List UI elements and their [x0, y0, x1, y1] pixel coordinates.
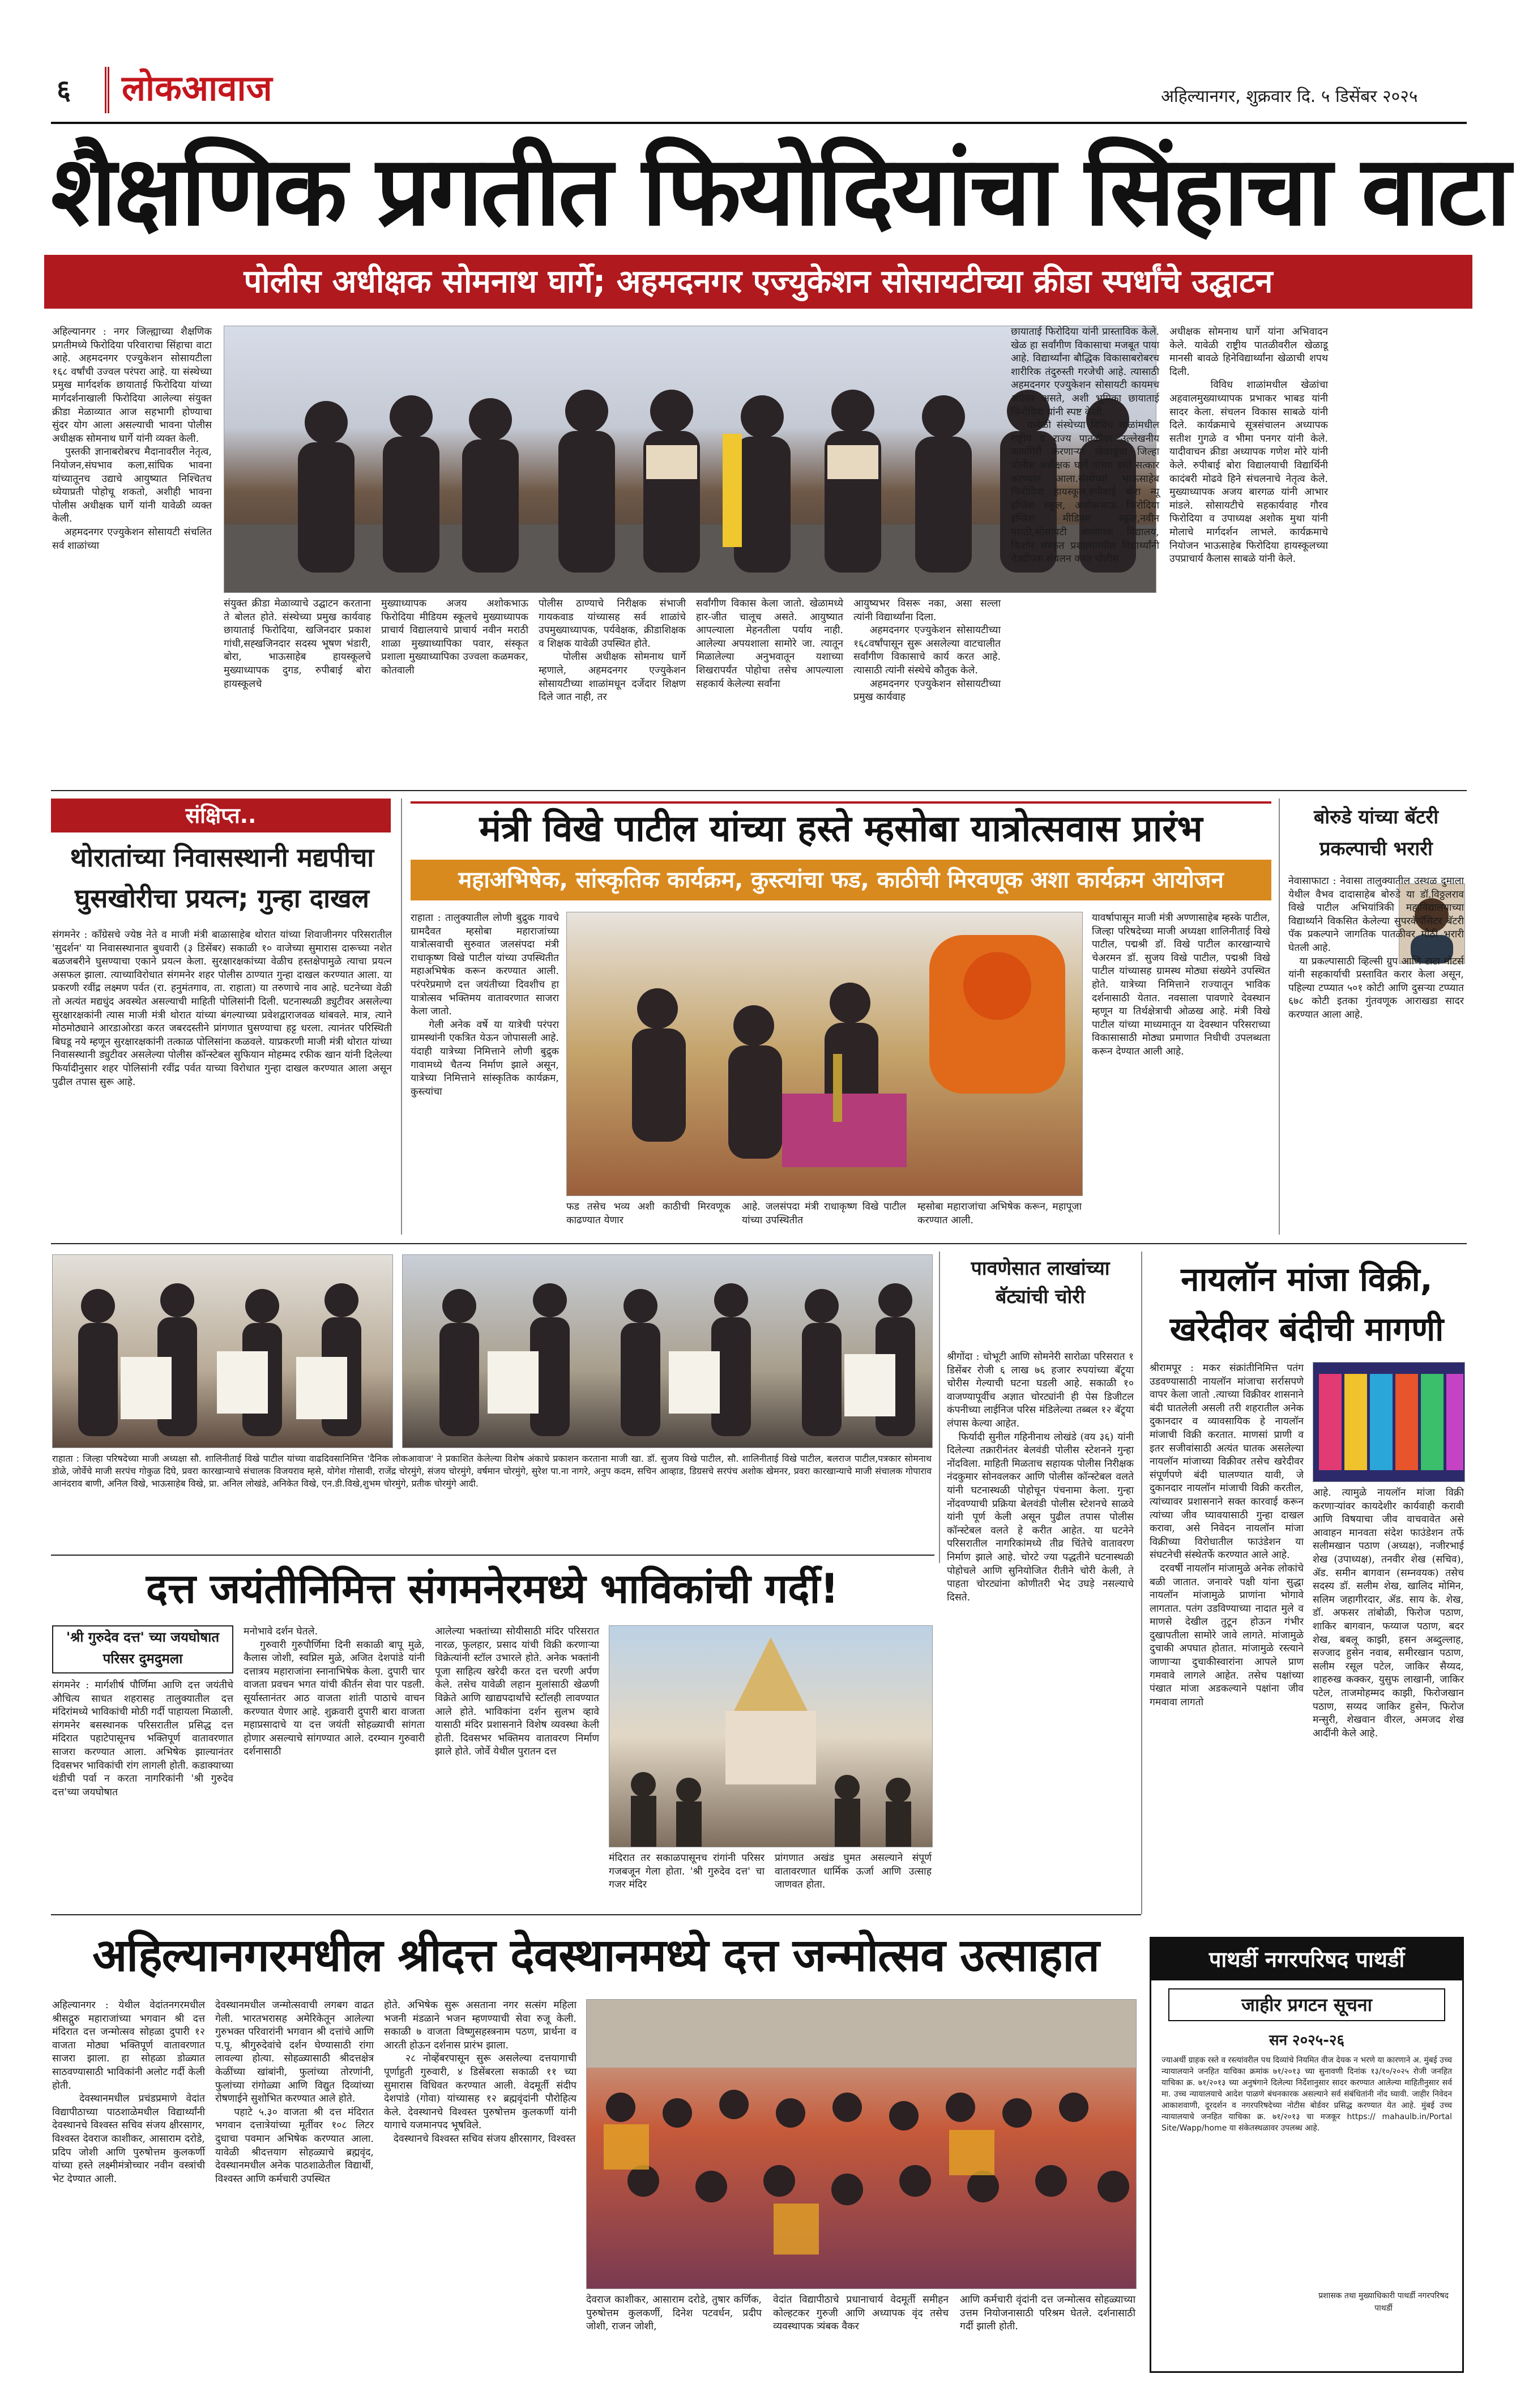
brief-body: संगमनेर : काँग्रेसचे ज्येष्ठ नेते व माजी मंत्री बाळासाहेब थोरात यांच्या शिवाजीनगर परिसरातील 'सुदर्शन' या निवासस्थानात बुधवारी (३ डिसेंबर) सकाळी १० वाजेच्या सुमारास दारूच्या नशेत बळजबरीने घुसण्याचा एकाने प्रयत्न केला. सुरक्षारक्षकांच्या वेळीच हस्तक्षेपामुळे त्याचा प्रयत्न असफल झाला. त्याच्याविरोधात संगमनेर शहर पोलीस ठाण्यात गुन्हा दाखल करण्यात आला. या प्रकरणी रवींद्र लक्ष्मण पर्वत (रा. हनुमंतगाव, ता. राहाता) या तरुणाचे नाव आहे. घटनेच्या वेळी तो अत्यंत मद्यधुंद अवस्थेत असल्याची माहिती पोलिसांनी दिली. घटनास्थळी ड्युटीवर असलेल्या सुरक्षारक्षकांनी त्यास माजी मंत्री थोरात यांच्या बंगल्याच्या प्रवेशद्वाराजवळ थांबवले. मात्र, त्याने मोठमोठ्याने आरडाओरडा करत जबरदस्तीने प्रांगणात घुसण्याचा हट्ट धरला. त्यानंतर परिस्थिती बिघडू नये म्हणून सुरक्षारक्षकांनी तत्काळ पोलिसांना कळवले. याप्रकरणी माजी मंत्री थोरात यांच्या निवासस्थानी ड्युटीवर असलेल्या पोलीस कॉन्स्टेबल सुफियान मोहम्मद रफीक खान यांनी दिलेल्या फिर्यादीनुसार शहर पोलिसांनी रवींद्र पर्वत याच्या विरोधात गुन्हा दाखल करण्यात आला असून पुढील तपास सुरू आहे. — [52, 929, 395, 1088]
nylon-headline: नायलॉन मांजा विक्री, खरेदीवर बंदीची मागणी — [1169, 1260, 1444, 1348]
section-rule — [51, 790, 1467, 791]
col-divider — [1279, 799, 1280, 1235]
notice-body: ज्याअर्थी ग्राहक रस्ते व रस्त्यांवरील पथ दिव्यांचे नियमित वीज देयक न भरणे या कारणाने अ. मुंबई उच्च न्यायालयाने जनहित याचिका क्रमांक ७१/२०१३ च्या सुनावणी दिनांक १३/१०/२०२५ रोजी जनहित याचिका क्र. ७१/२०१३ च्या अनुषंगाने दिलेल्या निर्देशानुसार सादर करण्यात आलेल्या माहितीनुसार सर्व मा. उच्च न्यायालयाचे आदेश पाळणे बंधनकारक असल्याने सर्व संबंधितांनी नोंद घ्यावी. जाहीर निवेदन आकाशवाणी, दूरदर्शन व नगरपरिषदेच्या नोटीस बोर्डवर प्रसिद्ध करण्यात येत आहे. मुंबई उच्च न्यायालयाचे जनहित याचिका क्र. ७१/२०१३ चा मजकूर https:// mahaulb.in/Portal Site/Wapp/home या संकेतस्थळावर उपलब्ध आहे. — [1161, 2056, 1452, 2133]
kite-string-spools-icon — [1313, 1363, 1464, 1481]
notice-box — [1150, 1937, 1464, 2373]
devotees-crowd-icon — [587, 2000, 1136, 2289]
notice-signature: प्रशासक तथा मुख्याधिकारी पाथर्डी नगरपरिषद पाथर्डी — [1318, 2291, 1449, 2313]
datta-sangamner-photo-caption: मंदिरात तर सकाळपासूनच रांगांनी परिसर गजबजून गेला होता. 'श्री गुरुदेव दत्त' चा गजर मंदिर — [609, 1852, 768, 1891]
masthead-divider — [105, 67, 109, 113]
masthead-rule — [51, 122, 1467, 124]
borude-body: नेवासाफाटा : नेवासा तालुक्यातील उस्थळ दुमाला येथील वैभव दादासाहेब बोरुडे या डॉ.विठ्ठलराव विखे पाटील अभियांत्रिकी महाविद्यालयाच्या विद्यार्थ्याने विकसित केलेल्या सुपरकॅपॅसिटर बॅटरी पॅक प्रकल्पाने जागतिक पातळीवर मोठी भरारी घेतली आहे. या प्रकल्पासाठी व्हिल्सी ग्रुप आणि टाटा मोटर्स यांनी सहकार्याची प्रस्तावित करार केला असून, पहिल्या टप्प्यात ५०१ कोटी आणि दुसऱ्या टप्प्यात ६७८ कोटी इतका गुंतवणूक आराखडा सादर करण्यात आला आहे. — [1288, 876, 1464, 1021]
nylon-col-2: आहे. त्यामुळे नायलॉन मांजा विक्री करणाऱ्यांवर कायदेशीर कार्यवाही करावी आणि विषयाचा जीव वाचवावेत असे आवाहन मानवता संदेश फाउंडेशन तर्फे सलीमखान पठाण (अध्यक्ष), नजीरभाई शेख (उपाध्यक्ष), तनवीर शेख (सचिव), ॲड. समीन बागवान (सम्नवयक) तसेच सदस्य डॉ. सलीम शेख, खालिद मोमिन, सलिम जहागीरदार, ॲड. साय के. शेख, डॉ. अफसर तांबोळी, फिरोज पठाण, शाकिर बागवान, फय्याज पठाण, बदर शेख, बबलू काझी, हसन अब्दुल्लाह, सज्जाद हुसेन नवाब, समीरखान पठाण, सलीम रसूल पटेल, जाकिर सैय्यद, शाहरुख कक्कर, युसुफ लाखानी, जाकिर पटेल, ताजमोहम्मद काझी, फिरोजखान पठाण, सय्यद जाकिर हुसेन, फिरोज मन्सुरी, शेखवान वीरल, अमजद शेख आदींनी केले आहे. — [1313, 1487, 1467, 1739]
notice-subtitle: जाहीर प्रगटन सूचना — [1168, 1988, 1445, 2021]
mhasoba-caption-b: आहे. जलसंपदा मंत्री राधाकृष्ण विखे पाटील यांच्या उपस्थितीत — [742, 1201, 909, 1226]
brief-section-tag: संक्षिप्त.. — [51, 799, 391, 832]
datta-temple-photo — [609, 1625, 933, 1847]
datta-ahilyanagar-col-1: अहिल्यानगर : येथील वेदांतनगरमधील श्रीसद्गुरु महाराजांच्या भगवान श्री दत्त मंदिरात दत्त जन्मोत्सव सोहळा दुपारी १२ वाजता मोठ्या भक्तिपूर्ण वातावरणात साजरा झाला. हा सोहळा डोळ्यात साठवण्यासाठी भाविकांनी अलोट गर्दी केली होती. देवस्थानमधील प्रचंडप्रमाणे वेदांत विद्यापीठाच्या पाठशाळेमधील विद्यार्थ्यांनी देवस्थानचे विश्वस्त सचिव संजय क्षीरसागर, विश्वस्त देवराज काशीकर, आसाराम दरोडे, प्रदिप जोशी आणि पुरुषोत्तम कुलकर्णी यांच्या हस्ते लक्ष्मीमंत्रोच्चार नवीन वस्त्रांची भेट देण्यात आली. — [52, 2000, 205, 2185]
datta-sangamner-col-4: प्रांगणात अखंड घुमत असल्याने संपूर्ण वातावरणात धार्मिक ऊर्जा आणि उत्साह जाणवत होता. — [775, 1852, 935, 1891]
datta-side-headline: 'श्री गुरुदेव दत्त' च्या जयघोषात परिसर दुमदुमला — [52, 1625, 233, 1673]
brief-headline: थोरातांच्या निवासस्थानी मद्यपीचा घुसखोरीचा प्रयत्न; गुन्हा दाखल — [70, 842, 374, 913]
col-divider — [939, 1252, 940, 1563]
temple-crowd-icon — [609, 1626, 932, 1847]
datta-ahilyanagar-col-2: देवस्थानमधील जन्मोत्सवाची लगबग वाढत गेली. भारतभरासह अमेरिकेतून आलेल्या गुरुभक्त परिवारांनी भगवान श्री दत्तांचे आणि प.पू. श्रीगुरुदेवांचे दर्शन घेण्यासाठी रांगा लावल्या होत्या. सोहळ्यासाठी श्रीदत्तक्षेत्र केळींच्या खांबांनी, फुलांच्या तोरणांनी, फुलांच्या रांगोळ्या आणि विद्युत दिव्यांच्या रोषणाईने सुशोभित करण्यात आले होते. पहाटे ५.३० वाजता श्री दत्त मंदिरात भगवान दत्तात्रेयांच्या मूर्तीवर १०८ लिटर दुधाचा पवमान अभिषेक करण्यात आला. यावेळी श्रीदत्तयाग सोहळ्याचे ब्रह्मवृंद, देवस्थानमधील अनेक पाठशाळेतील विद्यार्थी, विश्वस्त आणि कर्मचारी उपस्थित — [215, 2000, 374, 2185]
launch-photo-caption: राहाता : जिल्हा परिषदेच्या माजी अध्यक्षा सौ. शालिनीताई विखे पाटील यांच्या वाढदिवसानिमित्त 'दैनिक लोकआवाज' ने प्रकाशित केलेल्या विशेष अंकाचे प्रकाशन करताना माजी खा. डॉ. सुजय विखे पाटील, सौ. शालिनीताई विखे पाटील, बलराज पाटील,पत्रकार सोमनाथ डोळे, जोर्वेचे माजी सरपंच गोकुळ दिघे, प्रवरा कारखान्याचे संचालक विजयराव म्हसे, योगेश गोसावी, राजेंद्र चोरमुंगे, संजय चोरमुंगे, वर्षमान चोरमुंगे, सुरेश पा.ना नागरे, अनुप कदम, सचिन आव्हाड, डिग्रसचे सरपंच अशोक खेमनर, प्रवरा कारखान्याचे माजी संचालक गोपाराव आनंदराव बाणी, अनिल विखे, भाऊसाहेब विखे, प्रा. अनिल लोखंडे, अनिकेत विखे, एन.डी.विखे,शुभम चोरमुंगे, प्रतीक चोरमुंगे आदी. — [52, 1453, 932, 1489]
section-rule — [51, 1243, 1467, 1244]
nylon-photo — [1313, 1362, 1465, 1482]
lead-col-f: छायाताई फिरोदिया यांनी प्रास्ताविक केले. खेळ हा सर्वांगीण विकासाचा मजबूत पाया आहे. विद्यार्थ्यांना बौद्धिक विकासाबरोबरच शारीरिक तंदुरुस्ती गरजेची आहे. त्यासाठी अहमदनगर एज्युकेशन सोसायटी कायमच अग्रेसर असते, अशी भूमिका छायाताई फिरोदिया यांनी स्पष्ट केली. यावेळी संस्थेच्या विविध शाळांमधील राष्ट्रीय व राज्य पातळीवर उल्लेखनीय कामगिरी करणाऱ्या खेळाडूंचा जिल्हा पोलीस अधीक्षक घार्गे यांच्या हस्ते सत्कार करण्यात आला.संस्थेच्या भाऊसाहेब फिरोदिया हायस्कूल,रुपीबाई बोरा न्यू इंग्लिश स्कूल, अशोकभाऊ फिरोदिया इंग्लिश मीडियम स्कूल,नवीन मराठी,सोसायटी अध्यापक विद्यालय, किशोर संस्कृत प्रशालामधील विद्यार्थ्यांनी नेत्रदीपक संचलन करत पोलीस — [1011, 326, 1159, 565]
mhasoba-caption-a: फड तसेच भव्य अशी काठीची मिरवणूक काढण्यात येणार — [566, 1201, 734, 1226]
mhasoba-col-2: यावर्षापासून माजी मंत्री अण्णासाहेब म्हस्के पाटील, जिल्हा परिषदेच्या माजी अध्यक्षा शालिनीताई विखे पाटील, पद्मश्री डॉ. विखे पाटील कारखान्याचे चेअरमन डॉ. सुजय विखे पाटील, पद्मश्री विखे पाटील यांच्यासह ग्रामस्थ मोठ्या संख्येने उपस्थित होते. यात्रेच्या निमित्ताने राज्यातून भाविक दर्शनासाठी येतात. नवसाला पावणारे देवस्थान म्हणून या तिर्थक्षेत्राची ओळख आहे. मंत्री विखे पाटील यांच्या माध्यमातून या देवस्थान परिसराच्या विकासासाठी मोठ्या प्रमाणात निधीची उपलब्धता करून देण्यात आली आहे. — [1092, 912, 1274, 1057]
page-number: ६ — [57, 74, 71, 106]
datta-ahilyanagar-headline: अहिल्यानगरमधील श्रीदत्त देवस्थानमध्ये दत्त जन्मोत्सव उत्साहात — [92, 1929, 1099, 1982]
mhasoba-caption-c: म्हसोबा महाराजांचा अभिषेक करून, महापूजा करण्यात आली. — [917, 1201, 1085, 1226]
launch-photo-1 — [52, 1254, 393, 1448]
lead-col-b: मुख्याध्यापक अजय अशोकभाऊ फिरोदिया मीडियम स्कूलचे मुख्याध्यापक प्राचार्य विद्यालयाचे प्राचार्य नवीन मराठी शाळा मुख्याध्यापिका पवार, संस्कृत प्रशाला मुख्याध्यापिका उज्वला कळमकर, कोतवाली — [381, 598, 532, 676]
nylon-col-1: श्रीरामपूर : मकर संक्रांतीनिमित्त पतंग उडवण्यासाठी नायलॉन मांजाचा सर्रासपणे वापर केला जातो .त्याच्या विक्रीवर शासनाने बंदी घातलेली असली तरी शहरातील अनेक दुकानदार व व्यावसायिक हे नायलॉन मांजाची विक्री करतात. माणसां प्राणी व इतर सजीवांसाठी अत्यंत घातक असलेल्या नायलॉन मांजाच्या विक्रीवर तसेच खरेदीवर संपूर्णपणे बंदी घालण्यात यावी, जे दुकानदार नायलॉन मांजाची विक्री करतील, त्यांच्यावर प्रशासनाने सक्त कारवाई करून त्यांच्या जीव घ्यावयासाठी गुन्हा दाखल करावा, असे निवेदन नायलॉन मांजा विक्रीच्या विरोधातील फाउंडेशन या संघटनेची संस्थेतर्फे करण्यात आले आहे. दरवर्षी नायलॉन मांजामुळे अनेक लोकांचे बळी जातात. जनावरे पक्षी यांना सुद्धा नायलॉन मांजामुळे प्राणांना भोगावे लागतात. पतंग उडविण्याच्या नादात मुले व माणसे देखील तुटून होऊन गंभीर दुखापतीला सामोरे जावे लागते. मांजामुळे दुचाकी अपघात होतात. मांजामुळे रस्त्याने जाणाऱ्या दुचाकीस्वारांना आपले प्राण गमवावे लागले आहेत. तसेच पक्षांच्या पंखात मांजा अडकल्याने पक्षांना जीव गमवावा लागतो — [1150, 1363, 1304, 1708]
notice-title: पाथर्डी नगरपरिषद पाथर्डी — [1151, 1939, 1462, 1980]
datta-ahilyanagar-caption-a: देवराज काशीकर, आसाराम दरोडे, तुषार कर्णिक, पुरुषोत्तम कुलकर्णी, दिनेश पटवर्धन, प्रदीप जोशी, राजन जोशी, — [586, 2294, 765, 2333]
people-holding-papers-icon — [53, 1255, 392, 1448]
lead-col-c: पोलीस ठाण्याचे निरीक्षक संभाजी गायकवाड यांच्यासह सर्व शाळांचे उपमुख्याध्यापक, पर्यवेक्षक, क्रीडाशिक्षक व शिक्षक यावेळी उपस्थित होते. पोलीस अधीक्षक सोमनाथ घार्गे म्हणाले, अहमदनगर एज्युकेशन सोसायटीच्या शाळांमधून दर्जेदार शिक्षण दिले जात नाही, तर — [539, 598, 686, 703]
lead-subhead: पोलीस अधीक्षक सोमनाथ घार्गे; अहमदनगर एज्युकेशन सोसायटीच्या क्रीडा स्पर्धांचे उद्घाटन — [44, 255, 1472, 309]
lead-col-e: आयुष्यभर विसरू नका, असा सल्ला त्यांनी विद्यार्थ्यांना दिला. अहमदनगर एज्युकेशन सोसायटीच्या १६८वर्षांपासून सुरू असलेल्या वाटचालीत सर्वांगीण विकासाचे कार्य करत आहे. त्यासाठी त्यांनी संस्थेचे कौतुक केले. अहमदनगर एज्युकेशन सोसायटीच्या प्रमुख कार्यवाह — [853, 598, 1001, 703]
mhasoba-photo — [566, 912, 1083, 1196]
datta-sangamner-headline: दत्त जयंतीनिमित्त संगमनेरमध्ये भाविकांची गर्दी! — [146, 1565, 839, 1612]
datta-ahilyanagar-caption-b: वेदांत विद्यापीठाचे प्रधानाचार्य वेदमूर्ती समीहन कोल्हटकर गुरुजी आणि अध्यापक वृंद तसेच व्यवस्थापक त्र्यंबक वैकर — [773, 2294, 952, 2333]
mhasoba-col-1: राहाता : तालुक्यातील लोणी बुद्रुक गावचे ग्रामदैवत म्हसोबा महाराजांच्या यात्रोत्सवाची सुरुवात जलसंपदा मंत्री राधाकृष्ण विखे पाटील यांच्या उपस्थितीत महाअभिषेक करून करण्यात आली. परंपरेप्रमाणे दत्त जयंतीच्या दिवशीच हा यात्रोत्सव भक्तिमय वातावरणात साजरा केला जातो. गेली अनेक वर्षे या यात्रेची परंपरा ग्रामस्थांनी एकत्रित येऊन जोपासली आहे. यंदाही यात्रेच्या निमित्ताने लोणी बुद्रुक गावामध्ये चैतन्य निर्माण झाले असून, यात्रेच्या निमित्ताने सांस्कृतिक कार्यक्रम, कुस्त्यांचा — [411, 912, 559, 1098]
datta-sangamner-col-1: संगमनेर : मार्गशीर्ष पौर्णिमा आणि दत्त जयंतीचे औचित्य साधत शहरासह तालुक्यातील दत्त मंदिरांमध्ये भाविकांची मोठी गर्दी पाहायला मिळाली. संगमनेर बसस्थानक परिसरातील प्रसिद्ध दत्त मंदिरात पहाटेपासूनच भक्तिपूर्ण वातावरणात साजरा करण्यात आला. अभिषेक झाल्यानंतर दिवसभर भाविकांची रांग लागली होती. कडाक्याच्या थंडीची पर्वा न करता नागरिकांनी 'श्री गुरुदेव दत्त'च्या जयघोषात — [52, 1680, 237, 1798]
col-divider — [401, 799, 402, 1235]
people-holding-papers-icon — [403, 1255, 932, 1448]
datta-sangamner-col-3: आलेल्या भक्तांच्या सोयीसाठी मंदिर परिसरात नारळ, फुलहार, प्रसाद यांची विक्री करणाऱ्या विक्रेत्यांनी स्टॉल उभारले होते. अनेक भक्तांनी पूजा साहित्य खरेदी करत दत्त चरणी अर्पण केले. तसेच यावेळी लहान मुलांसाठी खेळणी विक्रेते आणि खाद्यपदार्थांचे स्टॉलही लावण्यात आले होते. भाविकांना दर्शन सुलभ व्हावे यासाठी मंदिर प्रशासनाने विशेष व्यवस्था केली होती. दिवसभर भक्तिमय वातावरण निर्माण झाले होते. जोर्वे येथील पुरातन दत्त — [435, 1626, 603, 1758]
lead-col-g: अधीक्षक सोमनाथ घार्गे यांना अभिवादन केले. यावेळी राष्ट्रीय पातळीवरील खेळाडू मानसी बावळे हिनेविद्यार्थ्यांना खेळाची शपथ दिली. विविध शाळांमधील खेळांचा अहवालमुख्याध्यापक प्रभाकर भाबड यांनी सादर केला. संचलन विकास साबळे यांनी दिले. कार्यक्रमाचे सूत्रसंचालन अध्यापक सतीश गुगळे व भीमा पनगर यांनी केले. यादीवाचन क्रीडा अध्यापक गणेश मोरे यांनी केले. रुपीबाई बोरा विद्यालयाची विद्यार्थिनी कादंबरी मोढवे हिने संचलनाचे नेतृत्व केले. मुख्याध्यापक अजय बारगळ यांनी आभार मांडले. सोसायटीचे सहकार्यवाह गौरव फिरोदिया व उपाध्यक्ष अशोक मुथा यांनी मोलाचे मार्गदर्शन लाभले. कार्यक्रमाचे नियोजन भाऊसाहेब फिरोदिया हायस्कूलच्या उपप्राचार्य कैलास साबळे यांनी केले. — [1169, 326, 1328, 565]
datta-crowd-photo — [586, 1999, 1137, 2289]
borude-headline: बोरुडे यांच्या बॅटरी प्रकल्पाची भरारी — [1313, 806, 1439, 860]
section-rule — [51, 1914, 1141, 1915]
lead-col-1: अहिल्यानगर : नगर जिल्ह्याच्या शैक्षणिक प्रगतीमध्ये फिरोदिया परिवाराचा सिंहाचा वाटा आहे. अहमदनगर एज्युकेशन सोसायटीला १६८ वर्षांची उज्वल परंपरा आहे. या संस्थेच्या प्रमुख मार्गदर्शक छायाताई फिरोदिया यांच्या मार्गदर्शनाखाली फिरोदिया आलेल्या संयुक्त क्रीडा मेळाव्यात आज सहभागी होण्याचा सुंदर योग आला असल्याची भावना पोलीस अधीक्षक सोमनाथ घार्गे यांनी व्यक्त केली. पुस्तकी ज्ञानाबरोबरच मैदानावरील नेतृत्व, नियोजन,संघभाव कला,सांघिक भावना यांच्यातूनच उद्याचे आयुष्यात निश्चितच ध्येयाप्रती पोहोचू शकतो, अशीही भावना पोलीस अधीक्षक घार्गे यांनी यावेळी व्यक्त केली. अहमदनगर एज्युकेशन सोसायटी संचलित सर्व शाळांच्या — [52, 326, 212, 552]
notice-year: सन २०२५-२६ — [1269, 2032, 1344, 2049]
theft-headline: पावणेसात लाखांच्या बॅट्यांची चोरी — [971, 1257, 1110, 1308]
datta-sangamner-col-2: मनोभावे दर्शन घेतले. गुरुवारी गुरुपौर्णिमा दिनी सकाळी बापू मुळे, कैलास जोशी, स्वप्निल मुळे, अजित देशपांडे यांनी दत्तात्रय महाराजांना स्नानाभिषेक केला. दुपारी चार वाजता प्रवचन भगत यांची कीर्तन सेवा पार पडली. सूर्यास्तानंतर आठ वाजता शांती पाठाचे वाचन करण्यात येणार आहे. शुक्रवारी दुपारी बारा वाजता महाप्रसादाचे या दत्त जयंती सोहळ्याची सांगता होणार असल्याचे सांगण्यात आले. दरम्यान गुरुवारी दर्शनासाठी — [244, 1626, 425, 1758]
launch-photo-2 — [402, 1254, 933, 1448]
dateline: अहिल्यानगर, शुक्रवार दि. ५ डिसेंबर २०२५ — [1161, 87, 1418, 106]
mhasoba-subhead: महाअभिषेक, सांस्कृतिक कार्यक्रम, कुस्त्यांचा फड, काठीची मिरवणूक अशा कार्यक्रम आयोजन — [411, 860, 1271, 900]
lead-col-d: सर्वांगीण विकास केला जातो. खेळामध्ये हार-जीत चालूच असते. आयुष्यात आपल्याला मेहनतीला पर्याय नाही. आलेल्या अपयशाला सामोरे जा. त्यातून मिळालेल्या अनुभवातून यशाच्या शिखरापर्यंत पोहोचा तसेच आपल्याला सहकार्य केलेल्या सर्वांना — [696, 598, 847, 690]
lead-col-a: संयुक्त क्रीडा मेळाव्याचे उद्घाटन करताना ते बोलत होते. संस्थेच्या प्रमुख कार्यवाह छायाताई फिरोदिया, खजिनदार प्रकाश गांधी,सह्खजिनदार सदस्य भूषण भंडारी, बोरा, भाऊसाहेब हायस्कूलचे मुख्याध्यापक दुगड, रुपीबाई बोरा हायस्कूलचे — [224, 598, 374, 690]
brand-logo: लोकआवाज — [122, 67, 272, 109]
ritual-scene-icon — [567, 912, 1082, 1196]
lead-headline: शैक्षणिक प्रगतीत फियोदियांचा सिंहाचा वाटा — [51, 135, 1509, 247]
mhasoba-headline: मंत्री विखे पाटील यांच्या हस्ते म्हसोबा यात्रोत्सवास प्रारंभ — [411, 801, 1271, 852]
datta-ahilyanagar-caption-c: आणि कर्मचारी वृंदांनी दत्त जन्मोत्सव सोहळ्याच्या उत्तम नियोजनासाठी परिश्रम घेतले. दर्शनासाठी गर्दी झाली होती. — [960, 2294, 1139, 2333]
col-divider — [1141, 1252, 1142, 1914]
section-rule — [51, 1555, 934, 1556]
datta-ahilyanagar-col-3: होते. अभिषेक सुरू असताना नगर सत्संग महिला भजनी मंडळाने भजन म्हणण्याची सेवा रुजू केली. सकाळी ७ वाजता विष्णुसहस्त्रनाम पठण, प्रार्थना व आरती होऊन दर्शनास प्रारंभ झाला. २८ नोव्हेंबरपासून सुरू असलेल्या दत्तयागाची पूर्णाहुती गुरुवारी, ४ डिसेंबरला सकाळी ११ च्या सुमारास विधिवत करण्यात आली. वेदमूर्ती संदीप देशपांडे (गोवा) यांच्यासह १२ ब्रह्मवृंदांनी पौरोहित्य केले. देवस्थानचे विश्वस्त पुरुषोत्तम कुलकर्णी यांनी यागाचे यजमानपद भूषविले. देवस्थानचे विश्वस्त सचिव संजय क्षीरसागर, विश्वस्त — [384, 2000, 576, 2145]
theft-body: श्रीगोंदा : चोभूटी आणि सोमनेरी सारोळा परिसरात १ डिसेंबर रोजी ६ लाख ७६ हजार रुपयांच्या बॅट्र्या चोरीस गेल्याची घटना घडली आहे. सकाळी १० वाजण्यापूर्वीच अज्ञात चोरट्यांनी ही पेस डिजीटल कंपनीच्या लाईनिज परिस मंडिलेल्या तब्बल १२ बॅट्र्या लंपास केल्या आहेत. फिर्यादी सुनील गहिनीनाथ लोखंडे (वय ३६) यांनी दिलेल्या तक्रारीनंतर बेलवंडी पोलीस स्टेशनने गुन्हा नोंदविला. माहिती मिळताच सहायक पोलीस निरीक्षक नंदकुमार सोनवलकर आणि पोलीस कॉन्स्टेबल वलते यांनी घटनास्थळी पोहोचून पंचनामा केला. गुन्हा नोंदवण्याची प्रक्रिया बेलवंडी पोलीस स्टेशनचे साळवे यांनी पूर्ण केली असून पुढील तपास पोलीस कॉन्स्टेबल वलते हे करीत आहेत. या घटनेने परिसरातील नागरिकांमध्ये तीव्र चिंतेचे वातावरण निर्माण झाले आहे. चोरटे ज्या पद्धतीने घटनास्थळी पोहोचले आणि सुनियोजित रीतीने चोरी केली, ते पाहता चोरट्यांना कोणीतरी भेद उघड़े नसल्याचे दिसते. — [947, 1351, 1134, 1603]
